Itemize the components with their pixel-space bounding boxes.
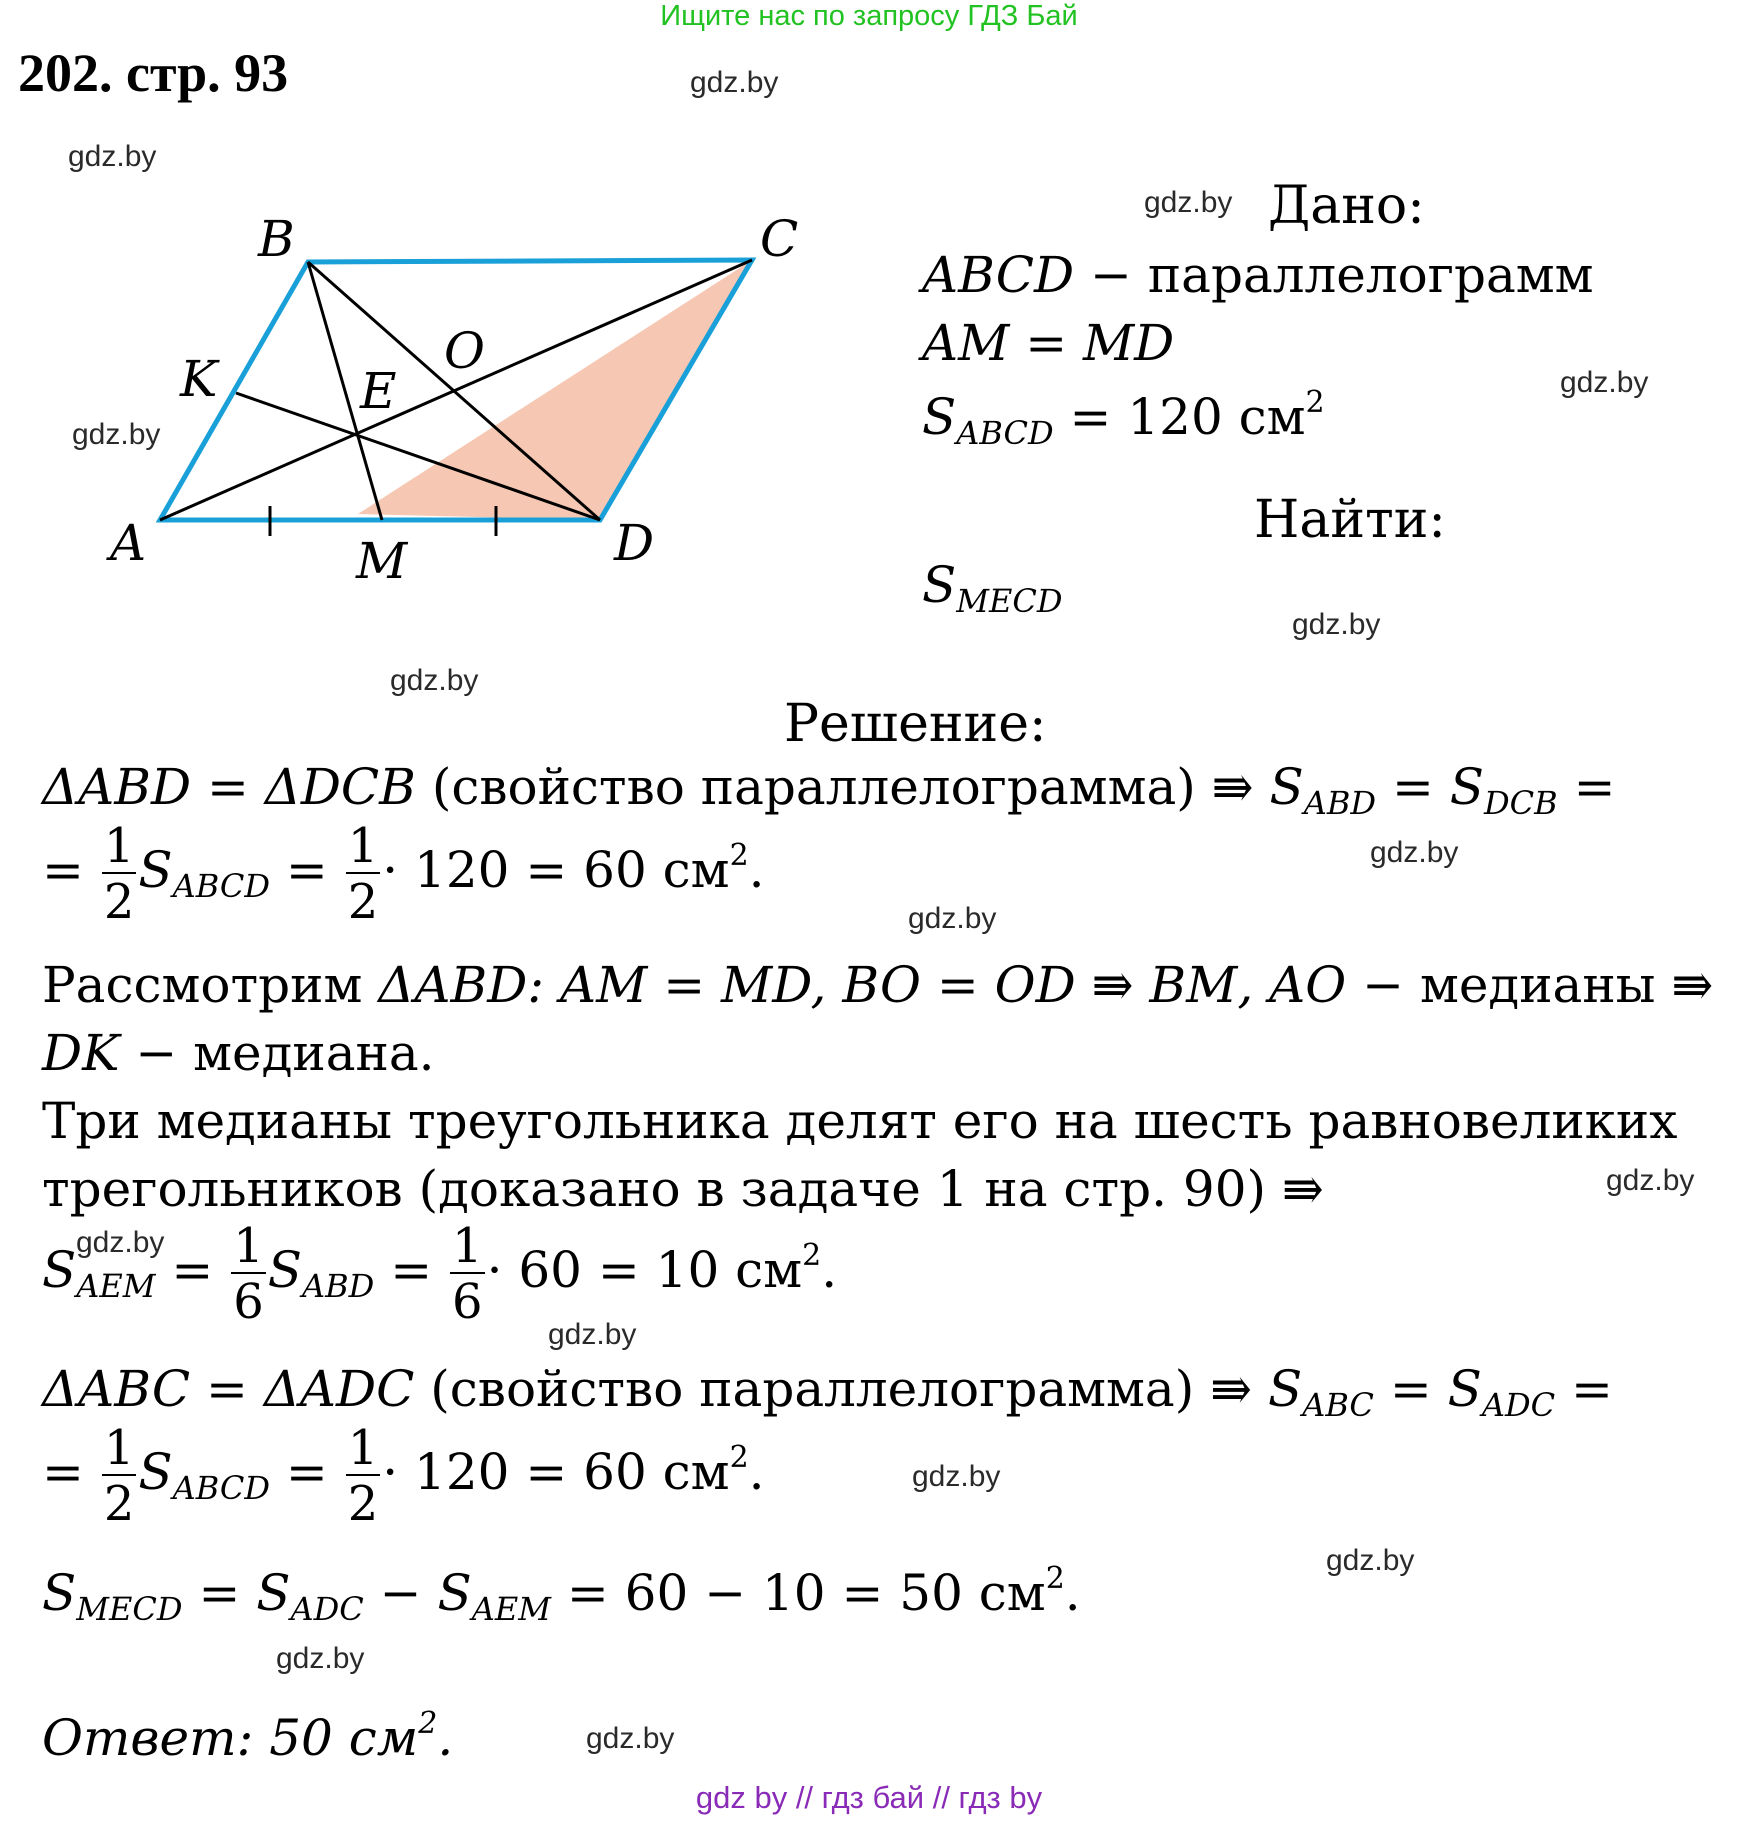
solution-line-10: $S_{MECD} = S_{ADC} - S_{AEM} = 60 - 10 = 50$ $см^2$. xyxy=(42,1561,1081,1628)
solution-line-2: = $\frac{1}{2}$ $S_{ABCD}$ = $\frac{1}{2}$ · 120 = 60 $см^2$. xyxy=(42,818,765,930)
solution-line-3: Рассмотрим ΔABD: AM = MD, BO = OD ⇛ BM, AO − медианы ⇛ xyxy=(42,956,1714,1014)
parallelogram-figure xyxy=(90,200,850,600)
find-target: $S_{MECD}$ xyxy=(922,556,1063,620)
watermark: gdz.by xyxy=(1292,608,1381,641)
find-heading: Найти: xyxy=(1254,490,1446,550)
given-line-2: AM = MD xyxy=(922,314,1175,372)
top-banner: Ищите нас по запросу ГДЗ Бай xyxy=(660,0,1078,32)
answer: Ответ: 50 $см^2$. xyxy=(42,1706,454,1767)
solution-line-9: = $\frac{1}{2}$ $S_{ABCD}$ = $\frac{1}{2}$ · 120 = 60 $см^2$. xyxy=(42,1420,765,1532)
watermark: gdz.by xyxy=(1326,1544,1415,1577)
watermark: gdz.by xyxy=(68,140,157,173)
given-line-3: $S_{ABCD} = 120$ $см^2$ xyxy=(922,385,1325,452)
solution-line-4: DK − медиана. xyxy=(42,1024,435,1082)
solution-line-6: трегольников (доказано в задаче 1 на стр. 90) ⇛ xyxy=(42,1160,1324,1218)
solution-line-8: ΔABC = ΔADC (свойство параллелограмма) ⇛ $S_{ABC} = S_{ADC}$ = xyxy=(42,1360,1613,1424)
watermark: gdz.by xyxy=(276,1642,365,1675)
solution-line-5: Три медианы треугольника делят его на шесть равновеликих xyxy=(42,1092,1678,1150)
watermark: gdz.by xyxy=(72,418,161,451)
fraction-one-half: $\frac{1}{2}$ xyxy=(347,1420,379,1532)
watermark: gdz.by xyxy=(690,66,779,99)
fraction-one-half: $\frac{1}{2}$ xyxy=(103,1420,135,1532)
fraction-one-half: $\frac{1}{2}$ xyxy=(103,818,135,930)
label-c: C xyxy=(760,210,799,268)
solution-line-7: $S_{AEM}$ = $\frac{1}{6}$ $S_{ABD}$ = $\frac{1}{6}$ · 60 = 10 $см^2$. xyxy=(42,1218,838,1330)
watermark: gdz.by xyxy=(1370,836,1459,869)
label-b: B xyxy=(258,210,295,268)
label-e: E xyxy=(360,362,397,420)
watermark: gdz.by xyxy=(586,1722,675,1755)
given-line-1: ABCD − параллелограмм xyxy=(922,246,1594,304)
label-d: D xyxy=(614,514,655,572)
watermark: gdz.by xyxy=(1606,1164,1695,1197)
solution-line-1: ΔABD = ΔDCB (свойство параллелограмма) ⇛ $S_{ABD} = S_{DCB}$ = xyxy=(42,758,1616,822)
watermark: gdz.by xyxy=(76,1226,165,1259)
watermark: gdz.by xyxy=(1560,366,1649,399)
problem-number: 202. стр. 93 xyxy=(18,43,289,103)
solution-heading: Решение: xyxy=(784,694,1047,754)
given-heading: Дано: xyxy=(1268,176,1425,236)
label-a: A xyxy=(110,514,147,572)
fraction-one-sixth: $\frac{1}{6}$ xyxy=(233,1218,264,1330)
watermark: gdz.by xyxy=(912,1460,1001,1493)
label-m: M xyxy=(356,532,408,590)
watermark: gdz.by xyxy=(390,664,479,697)
watermark: gdz.by xyxy=(548,1318,637,1351)
watermark: gdz.by xyxy=(908,902,997,935)
fraction-one-half: $\frac{1}{2}$ xyxy=(347,818,379,930)
label-o: O xyxy=(444,322,485,380)
fraction-one-sixth: $\frac{1}{6}$ xyxy=(452,1218,483,1330)
label-k: K xyxy=(180,350,218,408)
footer-links: gdz by // гдз бай // гдз by xyxy=(695,1780,1043,1815)
watermark: gdz.by xyxy=(1144,186,1233,219)
